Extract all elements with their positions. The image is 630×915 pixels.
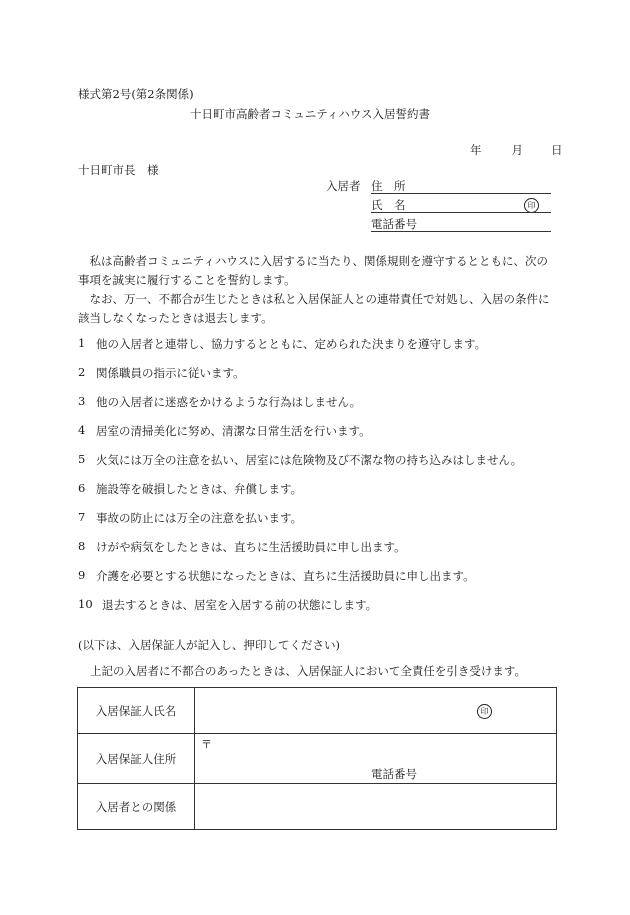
item-number: 3: [78, 394, 86, 408]
guarantor-table: [77, 687, 557, 830]
item-number: 10: [78, 597, 93, 611]
item-text: 事故の防止には万全の注意を払います。: [96, 511, 303, 525]
guarantor-address-field[interactable]: [195, 734, 557, 784]
item-text: 関係職員の指示に従います。: [96, 366, 245, 380]
list-item: [78, 597, 522, 626]
item-text: 他の入居者と連帯し、協力するとともに、定められた決まりを遵守します。: [96, 337, 487, 351]
document-title: [0, 106, 630, 122]
list-item: [78, 336, 522, 365]
guarantor-address-row: [78, 734, 557, 784]
guarantor-name-label: 入居保証人氏名: [78, 688, 195, 734]
item-number: 2: [78, 365, 86, 379]
item-text: 介護を必要とする状態になったときは、直ちに生活援助員に申し出ます。: [96, 569, 475, 583]
guarantor-note: (以下は、入居保証人が記入し、押印してください): [78, 638, 340, 652]
list-item: [78, 539, 522, 568]
item-text: けがや病気をしたときは、直ちに生活援助員に申し出ます。: [96, 540, 406, 554]
resident-address-label: 住 所: [371, 179, 406, 193]
guarantor-relation-label: 入居者との関係: [78, 784, 195, 830]
form-number: 様式第2号(第2条関係): [78, 87, 194, 101]
item-number: 4: [78, 423, 86, 437]
date-day: 日: [551, 143, 563, 157]
seal-icon: 印: [477, 704, 492, 719]
resident-name-row: [326, 197, 551, 216]
guarantor-name-row: [78, 688, 557, 734]
seal-icon: 印: [524, 198, 539, 213]
item-text: 施設等を破損したときは、弁償します。: [96, 482, 303, 496]
list-item: [78, 568, 522, 597]
item-number: 1: [78, 336, 86, 350]
date-month: 月: [511, 143, 523, 157]
pledge-paragraph-2: なお、万一、不都合が生じたときは私と入居保証人との連帯責任で対処し、入居の条件に該当しなくなったときは退去します。: [78, 292, 550, 325]
resident-signature-block: [326, 178, 551, 235]
resident-role: 入居者: [326, 179, 361, 193]
date-year: 年: [470, 143, 482, 157]
item-text: 他の入居者に迷惑をかけるような行為はしません。: [96, 395, 362, 409]
resident-address-row: [326, 178, 551, 197]
item-number: 5: [78, 452, 86, 466]
list-item: [78, 481, 522, 510]
item-text: 居室の清掃美化に努め、清潔な日常生活を行います。: [96, 424, 371, 438]
item-text: 火気には万全の注意を払い、居室には危険物及び不潔な物の持ち込みはしません。: [96, 453, 523, 467]
resident-name-line[interactable]: [371, 212, 551, 213]
guarantor-relation-field[interactable]: [195, 784, 557, 830]
postal-mark-icon: 〒: [201, 738, 212, 751]
guarantor-relation-row: [78, 784, 557, 830]
item-text: 退去するときは、居室を入居する前の状態にします。: [102, 598, 378, 612]
resident-phone-label: 電話番号: [371, 217, 417, 231]
resident-name-label: 氏 名: [371, 198, 406, 212]
list-item: [78, 423, 522, 452]
pledge-paragraph-1: 私は高齢者コミュニティハウスに入居するに当たり、関係規則を遵守するとともに、次の事項を誠実に履行することを誓約します。: [78, 254, 549, 287]
resident-address-line[interactable]: [371, 193, 551, 194]
document-title-text: 十日町市高齢者コミュニティハウス入居誓約書: [189, 107, 430, 121]
list-item: [78, 394, 522, 423]
guarantor-phone-label: 電話番号: [371, 767, 417, 781]
item-number: 8: [78, 539, 86, 553]
date-line: [470, 142, 563, 158]
item-number: 9: [78, 568, 86, 582]
resident-phone-row: [326, 216, 551, 235]
pledge-intro: [78, 252, 556, 328]
resident-phone-line[interactable]: [371, 231, 551, 232]
item-number: 7: [78, 510, 86, 524]
item-number: 6: [78, 481, 86, 495]
addressee: 十日町市長 様: [78, 163, 159, 177]
list-item: [78, 510, 522, 539]
pledge-items-list: [78, 336, 522, 626]
guarantor-acceptance: 上記の入居者に不都合のあったときは、入居保証人において全責任を引き受けます。: [90, 664, 526, 678]
list-item: [78, 365, 522, 394]
list-item: [78, 452, 522, 481]
guarantor-name-field[interactable]: [195, 688, 557, 734]
guarantor-address-label: 入居保証人住所: [78, 734, 195, 784]
